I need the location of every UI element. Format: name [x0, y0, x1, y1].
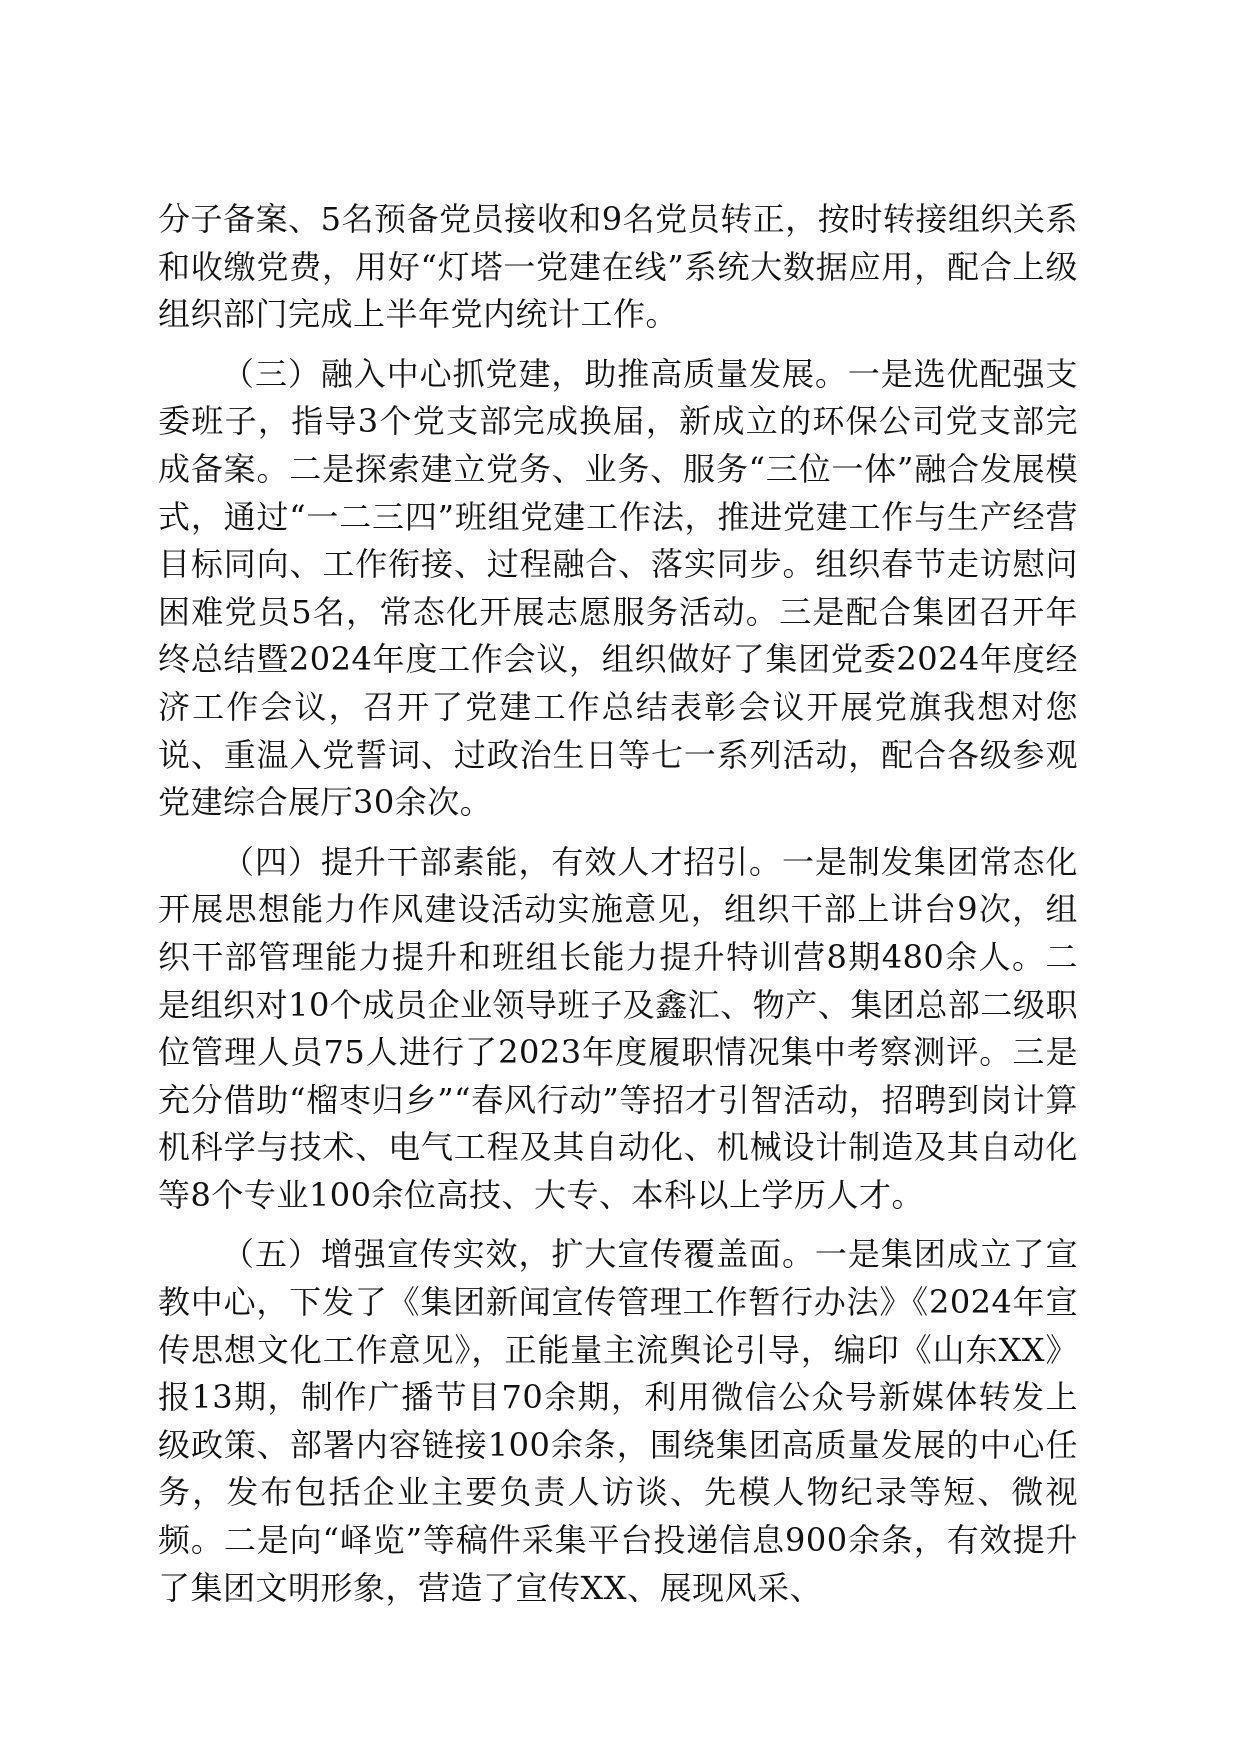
- paragraph-section-3-party-building: （三）融入中心抓党建，助推高质量发展。一是选优配强支委班子，指导3个党支部完成换届，新成立的环保公司党支部完成备案。二是探索建立党务、业务、服务“三位一体”融合发展模式，通过“一二三四”班组党建工作法，推进党建工作与生产经营目标同向、工作衔接、过程融合、落实同步。组织春节走访慰问困难党员5名，常态化开展志愿服务活动。三是配合集团召开年终总结暨2024年度工作会议，组织做好了集团党委2024年度经济工作会议，召开了党建工作总结表彰会议开展党旗我想对您说、重温入党誓词、过政治生日等七一系列活动，配合各级参观党建综合展厅30余次。: [158, 354, 1078, 822]
- document-page: [158, 196, 1078, 1676]
- paragraph-section-4-cadre-talent: （四）提升干部素能，有效人才招引。一是制发集团常态化开展思想能力作风建设活动实施意见，组织干部上讲台9次，组织干部管理能力提升和班组长能力提升特训营8期480余人。二是组织对10个成员企业领导班子及鑫汇、物产、集团总部二级职位管理人员75人进行了2023年度履职情况集中考察测评。三是充分借助“榴枣归乡”“春风行动”等招才引智活动，招聘到岗计算机科学与技术、电气工程及其自动化、机械设计制造及其自动化等8个专业100余位高技、大专、本科以上学历人才。: [158, 842, 1078, 1214]
- paragraph-section-5-publicity: （五）增强宣传实效，扩大宣传覆盖面。一是集团成立了宣教中心，下发了《集团新闻宣传管理工作暂行办法》《2024年宣传思想文化工作意见》，正能量主流舆论引导，编印《山东XX》报13期，制作广播节目70余期，利用微信公众号新媒体转发上级政策、部署内容链接100余条，围绕集团高质量发展的中心任务，发布包括企业主要负责人访谈、先模人物纪录等短、微视频。二是向“峄览”等稿件采集平台投递信息900余条，有效提升了集团文明形象，营造了宣传XX、展现风采、: [158, 1235, 1078, 1607]
- paragraph-party-member-records: 分子备案、5名预备党员接收和9名党员转正，按时转接组织关系和收缴党费，用好“灯塔一党建在线”系统大数据应用，配合上级组织部门完成上半年党内统计工作。: [158, 200, 1078, 334]
